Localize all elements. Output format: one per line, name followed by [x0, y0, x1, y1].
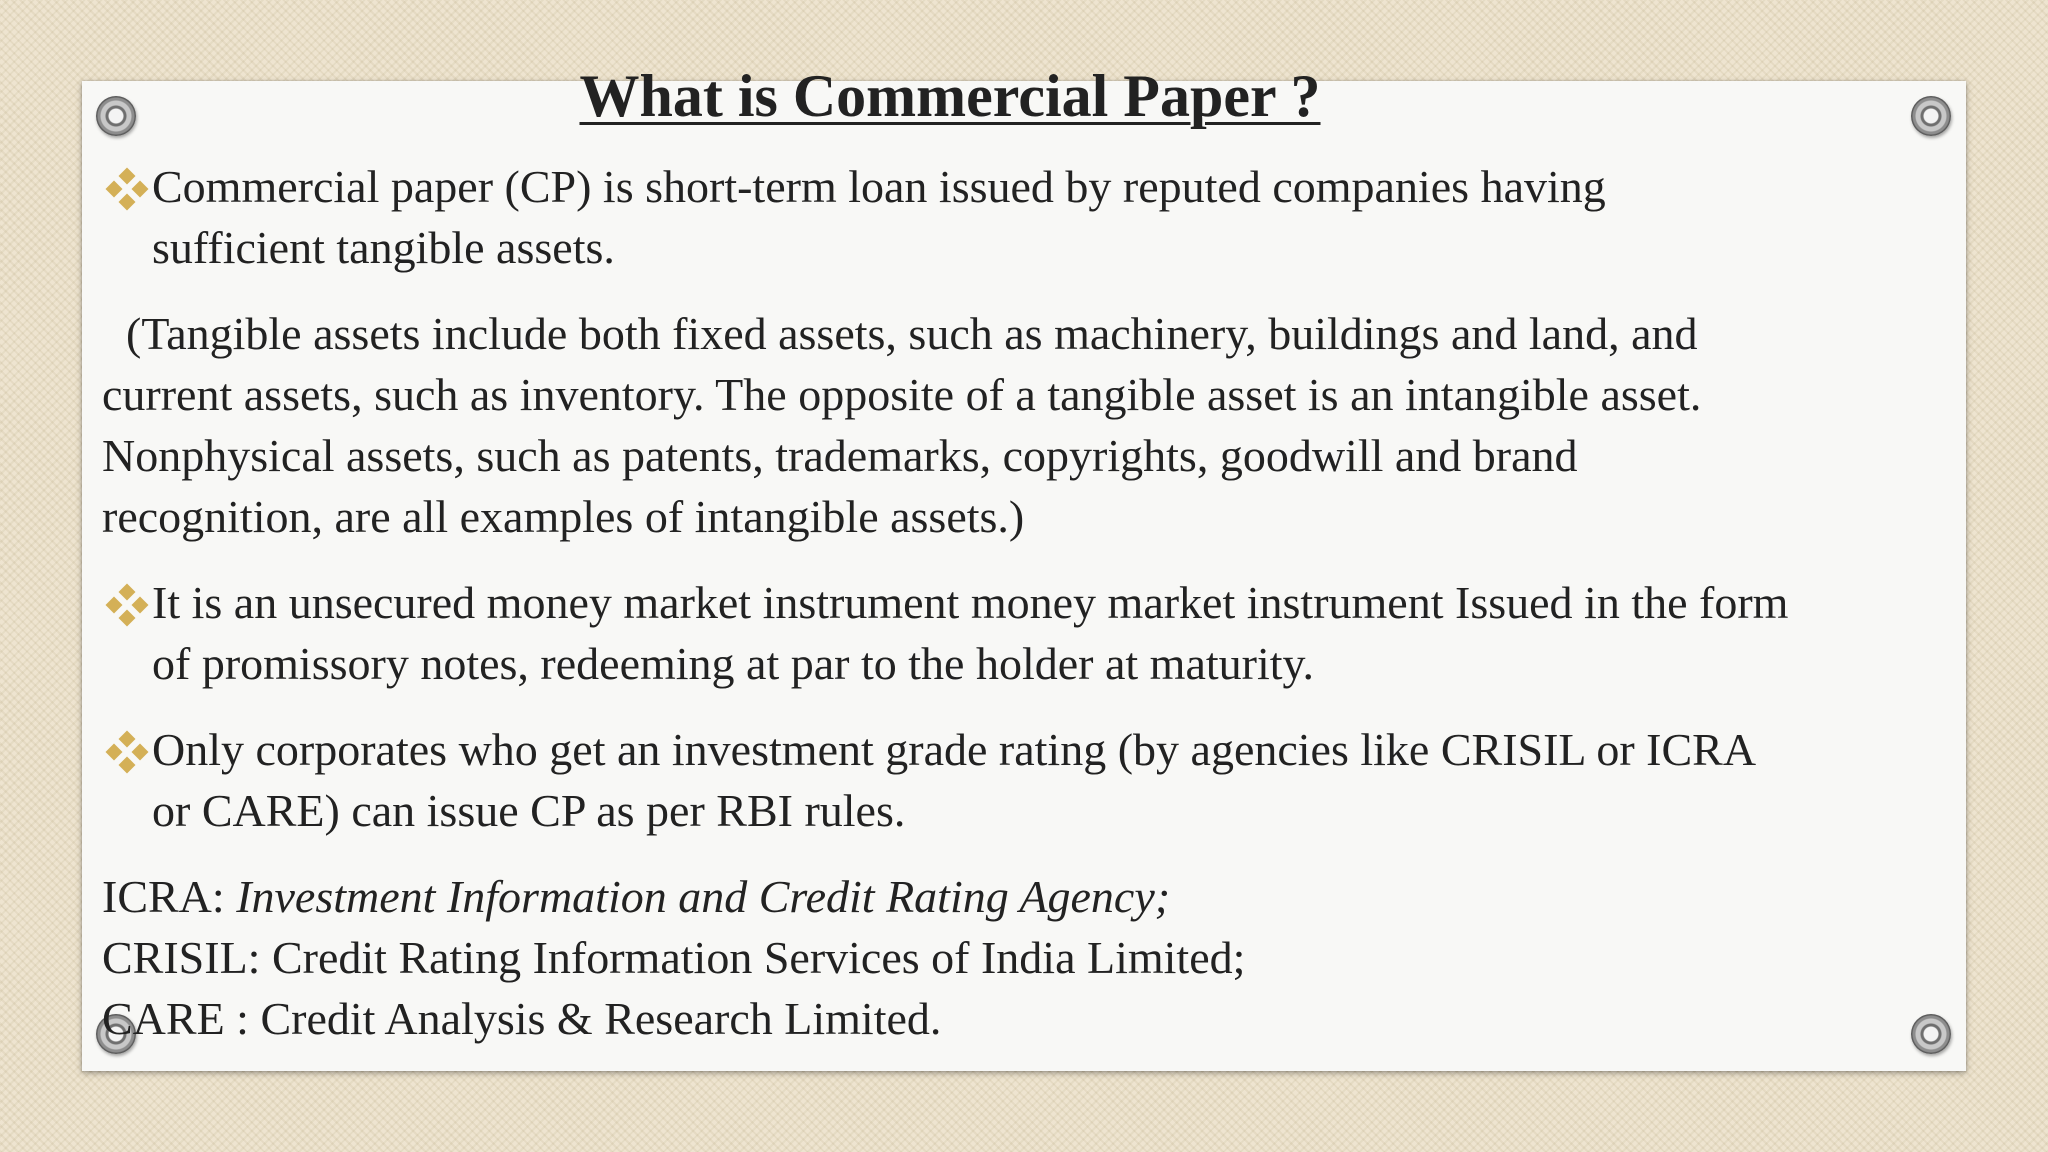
tangible-assets-note	[102, 303, 2002, 547]
definition-row	[102, 866, 2002, 927]
note-text-line: current assets, such as inventory. The opposite of a tangible asset is an intangible asset.	[102, 369, 1702, 420]
bullet-text-line: or CARE) can issue CP as per RBI rules.	[152, 785, 906, 836]
slide-title: What is Commercial Paper ?	[579, 63, 1321, 129]
bullet-text-line: of promissory notes, redeeming at par to the holder at maturity.	[152, 638, 1315, 689]
definition-row	[102, 988, 2002, 1049]
bullet-item	[102, 572, 2002, 694]
bullet-text-line: Commercial paper (CP) is short-term loan issued by reputed companies having	[152, 161, 1606, 212]
four-diamond-bullet-icon	[108, 586, 148, 626]
grommet-icon	[1911, 96, 1951, 136]
definition-meaning: Credit Analysis & Research Limited.	[260, 993, 942, 1044]
bullet-text-line: It is an unsecured money market instrument money market instrument Issued in the form	[152, 577, 1789, 628]
bullet-text-line: Only corporates who get an investment grade rating (by agencies like CRISIL or ICRA	[152, 724, 1757, 775]
definition-term: CARE :	[102, 993, 249, 1044]
definition-row	[102, 927, 2002, 988]
acronym-definitions	[102, 866, 2002, 1049]
four-diamond-bullet-icon	[108, 170, 148, 210]
bullet-item	[102, 719, 2002, 841]
definition-term: CRISIL:	[102, 932, 261, 983]
bullet-text-line: sufficient tangible assets.	[152, 222, 615, 273]
bullet-item	[102, 156, 2002, 278]
definition-meaning: Credit Rating Information Services of India Limited;	[271, 932, 1246, 983]
four-diamond-bullet-icon	[108, 733, 148, 773]
note-text-line: (Tangible assets include both fixed assets, such as machinery, buildings and land, and	[126, 308, 1698, 359]
note-text-line: recognition, are all examples of intangible assets.)	[102, 491, 1025, 542]
note-text-line: Nonphysical assets, such as patents, trademarks, copyrights, goodwill and brand	[102, 430, 1578, 481]
slide-content	[102, 156, 2002, 1049]
definition-term: ICRA:	[102, 871, 225, 922]
definition-meaning: Investment Information and Credit Rating Agency;	[236, 871, 1171, 922]
